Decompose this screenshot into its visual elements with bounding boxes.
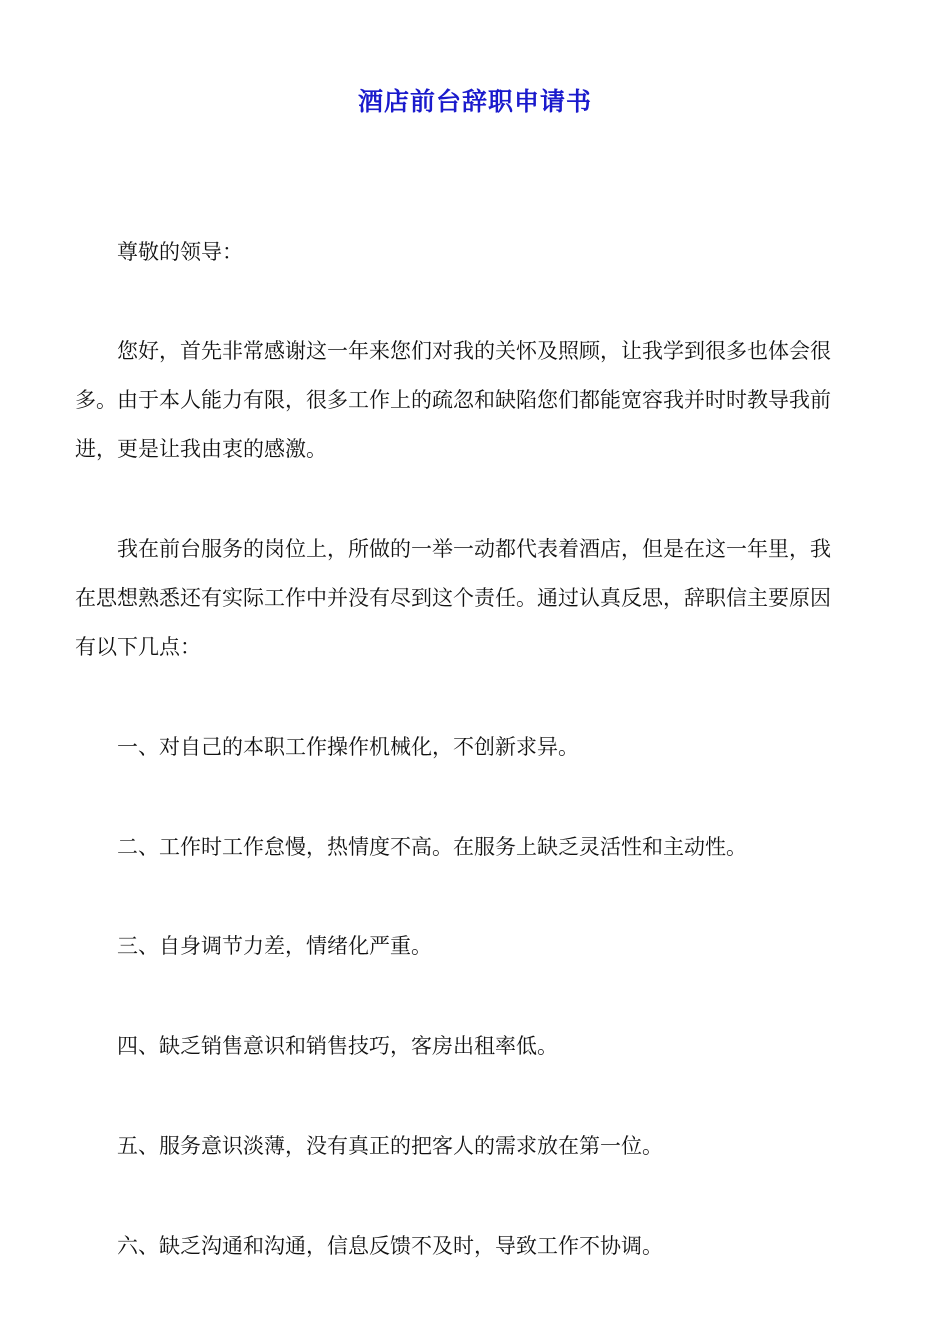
document-title: 酒店前台辞职申请书 <box>357 87 592 116</box>
reason-item-1: 一、对自己的本职工作操作机械化，不创新求异。 <box>117 735 579 759</box>
salutation: 尊敬的领导： <box>117 240 243 264</box>
paragraph-2-line-3: 有以下几点： <box>75 635 201 659</box>
reason-item-6: 六、缺乏沟通和沟通，信息反馈不及时，导致工作不协调。 <box>117 1234 663 1258</box>
reason-item-5: 五、服务意识淡薄，没有真正的把客人的需求放在第一位。 <box>117 1134 663 1158</box>
paragraph-1-line-1: 您好，首先非常感谢这一年来您们对我的关怀及照顾，让我学到很多也体会很 <box>117 339 831 363</box>
paragraph-2-line-1: 我在前台服务的岗位上，所做的一举一动都代表着酒店，但是在这一年里，我 <box>117 537 831 561</box>
reason-item-2: 二、工作时工作怠慢，热情度不高。在服务上缺乏灵活性和主动性。 <box>117 835 747 859</box>
paragraph-1 <box>75 327 877 474</box>
reason-item-4: 四、缺乏销售意识和销售技巧，客房出租率低。 <box>117 1034 558 1058</box>
paragraph-2 <box>75 525 877 672</box>
paragraph-1-line-3: 进，更是让我由衷的感激。 <box>75 437 327 461</box>
paragraph-1-line-2: 多。由于本人能力有限，很多工作上的疏忽和缺陷您们都能宽容我并时时教导我前 <box>75 388 831 412</box>
reason-item-3: 三、自身调节力差，情绪化严重。 <box>117 934 432 958</box>
paragraph-2-line-2: 在思想熟悉还有实际工作中并没有尽到这个责任。通过认真反思，辞职信主要原因 <box>75 586 831 610</box>
